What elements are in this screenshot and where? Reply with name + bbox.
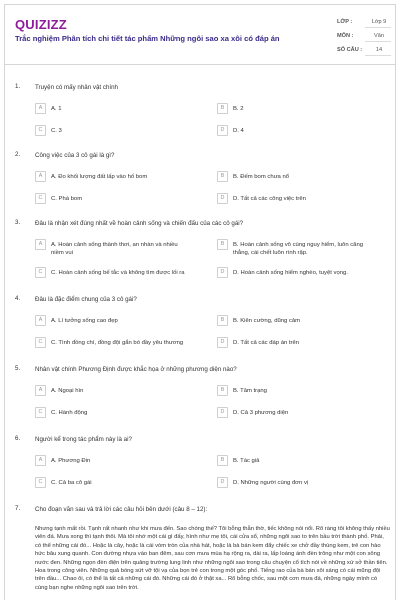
question-number: 7. xyxy=(15,505,21,512)
option-letter-box: C xyxy=(35,267,46,278)
worksheet-header xyxy=(5,5,395,65)
meta-underline xyxy=(365,41,391,42)
meta-row-subject xyxy=(331,29,393,43)
meta-underline xyxy=(365,27,391,28)
option-text: B. Đếm bom chưa nổ xyxy=(233,174,290,180)
question-text: Nhân vật chính Phương Định được khắc họa ở những phương diện nào? xyxy=(35,366,237,373)
question-text: Đâu là đặc điểm chung của 3 cô gái? xyxy=(35,296,137,303)
meta-underline xyxy=(365,55,391,56)
option-letter-box: B xyxy=(217,239,228,250)
option-letter-box: D xyxy=(217,337,228,348)
option-letter-box: C xyxy=(35,125,46,136)
meta-label: SỐ CÂU : xyxy=(337,47,363,53)
option-text: A. Đo khối lượng đất lấp vào hố bom xyxy=(51,174,148,180)
question-text: Truyện có mấy nhân vật chính xyxy=(35,84,119,91)
worksheet-meta xyxy=(331,15,393,57)
meta-row-count xyxy=(331,43,393,57)
meta-row-class xyxy=(331,15,393,29)
option-letter-box: A xyxy=(35,103,46,114)
worksheet-page xyxy=(4,4,396,600)
option-letter-box: C xyxy=(35,477,46,488)
option-text: D. Tất cả các công việc trên xyxy=(233,196,306,202)
option-text: B. Hoàn cảnh sống vô cùng nguy hiểm, luôn căng thẳng, cái chết luôn rình rập. xyxy=(233,242,364,256)
question-number: 3. xyxy=(15,219,21,226)
option-text: A. Hoàn cảnh sống thành thơi, an nhàn và nhiều niềm vui xyxy=(51,242,178,256)
meta-value: 14 xyxy=(375,47,383,53)
option-text: D. Cả 3 phương diện xyxy=(233,410,289,416)
quizizz-logo: QUIZIZZ xyxy=(15,17,67,32)
option-text: C. Tình đồng chí, đồng đội gắn bó đầy yêu thương xyxy=(51,340,184,346)
meta-label: LỚP : xyxy=(337,19,353,25)
question-text: Công việc của 3 cô gái là gì? xyxy=(35,152,115,159)
option-letter-box: C xyxy=(35,193,46,204)
option-text: C. Hoàn cảnh sống bế tắc và không tìm được lối ra xyxy=(51,270,185,276)
option-letter-box: A xyxy=(35,455,46,466)
option-text: B. Tác giả xyxy=(233,458,260,464)
option-letter-box: A xyxy=(35,315,46,326)
option-letter-box: B xyxy=(217,315,228,326)
question-text: Đâu là nhận xét đúng nhất về hoàn cảnh sống và chiến đấu của các cô gái? xyxy=(35,220,244,227)
option-text: A. Phương Đin xyxy=(51,458,91,464)
option-text: A. 1 xyxy=(51,106,62,112)
meta-value: Lớp 9 xyxy=(371,19,387,25)
meta-value: Văn xyxy=(374,33,384,39)
question-number: 4. xyxy=(15,295,21,302)
option-text: C. Phá bom xyxy=(51,196,83,202)
option-text: A. Ngoại hìn xyxy=(51,388,84,394)
option-letter-box: A xyxy=(35,171,46,182)
option-letter-box: D xyxy=(217,193,228,204)
option-letter-box: C xyxy=(35,337,46,348)
option-text: C. Hành động xyxy=(51,410,88,416)
option-text: C. 3 xyxy=(51,128,62,134)
reading-passage: Nhưng tạnh mất rồi. Tạnh rất nhanh như khi mưa đến. Sao chóng thế? Tôi bỗng thẫn thờ, tiếc không nói nổi. Rõ ràng tôi không thấy nhiều viên đá. Mưa xong thì tạnh thôi. Mà tôi nhớ một cái gì đấy, hình như mẹ tôi, cái cửa sổ, những ngôi sao to trên bầu trời thành phố. Phải, có thể những cái đó... Hoặc là cây, hoặc là cái vòm tròn của nhà hát, hoặc là bà bán kem đẩy chiếc xe chở đầy thùng kem, trẻ con hào hức bâu xung quanh. Con đường nhựa vào ban đêm, sau cơn mưa mùa hạ rộng ra, dài ra, lấp loáng ánh đèn trông như một con sông nước đen. Những ngọn đèn điện trên quảng trường lung linh như những ngôi sao trong câu chuyện cổ tích nói về những xứ sở thần tiên. Hoa trong công viên. Những quả bóng sứt vỡ tội vạ của bọn trẻ con trong một góc phố. Tiếng rao của bà bán xôi sáng có cái mũng đội trên đầu... Chao ôi, có thể là tất cả những cái đó. Những cái đó ở thật xa... Rõ bỗng chốc, sau một cơn mưa đá, những ngày mình có cùng bạn nghe những ngôi sao trên trời. xyxy=(35,526,390,591)
question-number: 2. xyxy=(15,151,21,158)
option-text: B. Tâm trạng xyxy=(233,388,267,394)
option-letter-box: B xyxy=(217,171,228,182)
option-letter-box: B xyxy=(217,455,228,466)
option-letter-box: C xyxy=(35,407,46,418)
option-letter-box: A xyxy=(35,385,46,396)
question-text: Người kể trong tác phẩm này là ai? xyxy=(35,436,132,443)
option-text: D. Tất cả các đáp án trên xyxy=(233,340,300,346)
option-text: A. Lí tưởng sống cao đẹp xyxy=(51,318,118,324)
option-text: B. Kiên cường, dũng cảm xyxy=(233,318,301,324)
option-text: D. Hoàn cảnh sống hiểm nghèo, tuyệt vọng. xyxy=(233,270,348,276)
option-letter-box: D xyxy=(217,125,228,136)
worksheet-title: Trắc nghiệm Phân tích chi tiết tác phẩm Những ngôi sao xa xôi có đáp án xyxy=(15,34,280,43)
question-number: 6. xyxy=(15,435,21,442)
option-letter-box: A xyxy=(35,239,46,250)
option-letter-box: D xyxy=(217,477,228,488)
option-letter-box: D xyxy=(217,407,228,418)
question-number: 1. xyxy=(15,83,21,90)
meta-label: MÔN : xyxy=(337,33,354,39)
question-text: Cho đoạn văn sau và trả lời các câu hỏi bên dưới (câu 8 – 12): xyxy=(35,506,208,513)
option-letter-box: B xyxy=(217,385,228,396)
question-number: 5. xyxy=(15,365,21,372)
option-text: B. 2 xyxy=(233,106,244,112)
option-text: D. 4 xyxy=(233,128,244,134)
option-text: C. Cả ba cô gái xyxy=(51,480,92,486)
option-letter-box: D xyxy=(217,267,228,278)
option-letter-box: B xyxy=(217,103,228,114)
option-text: D. Những người cùng đơn vị xyxy=(233,480,309,486)
